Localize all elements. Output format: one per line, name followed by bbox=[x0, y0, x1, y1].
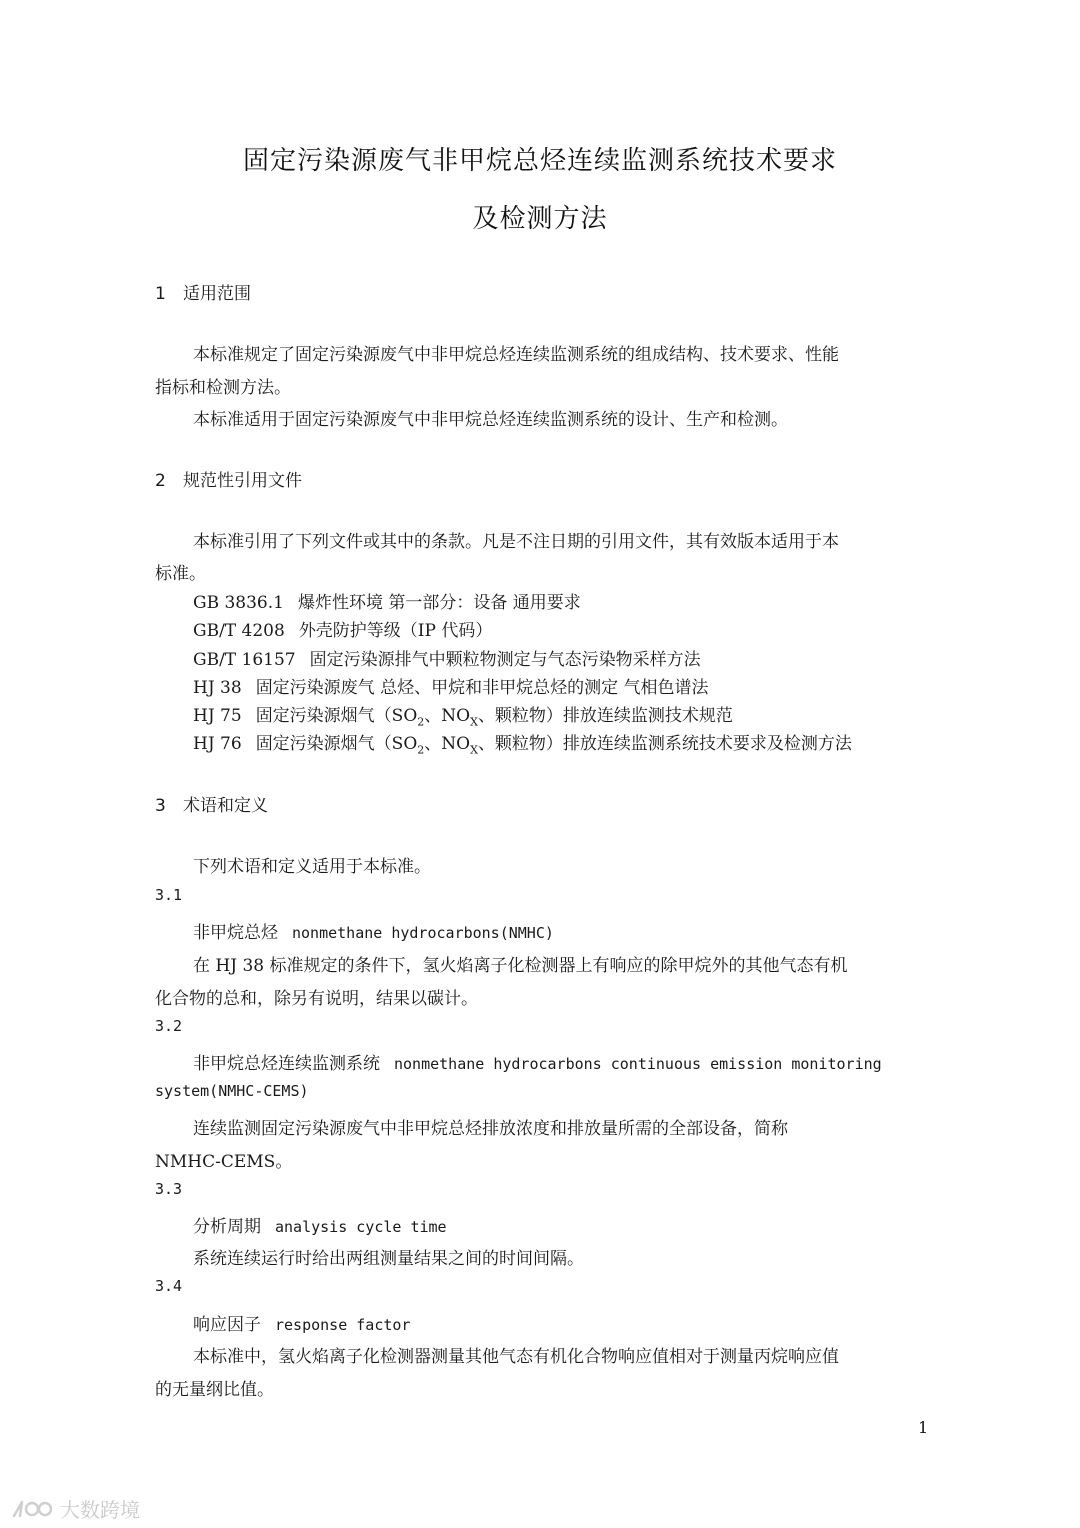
paragraph-line: 本标准引用了下列文件或其中的条款。凡是不注日期的引用文件，其有效版本适用于本 bbox=[193, 532, 839, 552]
reference-item bbox=[193, 729, 852, 756]
section-heading bbox=[155, 279, 251, 304]
section-heading bbox=[155, 466, 302, 491]
reference-title: 固定污染源烟气（$SO_2$、$NO_X$、颗粒物）排放连续监测系统技术要求及检测方法 bbox=[255, 734, 852, 757]
paragraph-line: 标准。 bbox=[155, 564, 206, 584]
term-zh: 分析周期 bbox=[193, 1217, 261, 1237]
term-zh: 非甲烷总烃 bbox=[193, 923, 278, 943]
term-number: 3.1 bbox=[155, 886, 183, 904]
reference-code: HJ 75 bbox=[193, 706, 242, 726]
term-zh: 响应因子 bbox=[193, 1315, 261, 1335]
reference-code: GB 3836.1 bbox=[193, 593, 284, 613]
definition-line: 本标准中，氢火焰离子化检测器测量其他气态有机化合物响应值相对于测量丙烷响应值 bbox=[193, 1347, 839, 1367]
definition-line: NMHC-CEMS。 bbox=[155, 1152, 293, 1172]
reference-title: 固定污染源废气 总烃、甲烷和非甲烷总烃的测定 气相色谱法 bbox=[255, 678, 709, 698]
term-en-continued: system(NMHC-CEMS) bbox=[155, 1082, 309, 1100]
paragraph-line: 本标准适用于固定污染源废气中非甲烷总烃连续监测系统的设计、生产和检测。 bbox=[193, 410, 788, 430]
reference-item bbox=[193, 645, 701, 670]
term-number: 3.2 bbox=[155, 1017, 183, 1035]
section-title: 术语和定义 bbox=[183, 796, 268, 816]
reference-item bbox=[193, 701, 733, 728]
term-heading bbox=[193, 1310, 410, 1335]
term-number: 3.3 bbox=[155, 1180, 183, 1198]
term-en: nonmethane hydrocarbons continuous emission monitoring bbox=[394, 1055, 882, 1073]
reference-title: 固定污染源烟气（$SO_2$、$NO_X$、颗粒物）排放连续监测技术规范 bbox=[255, 706, 733, 729]
term-heading bbox=[193, 1212, 447, 1237]
document-title-line1: 固定污染源废气非甲烷总烃连续监测系统技术要求 bbox=[242, 146, 837, 176]
reference-title: 外壳防护等级（IP 代码） bbox=[298, 621, 493, 641]
definition-line: 系统连续运行时给出两组测量结果之间的时间间隔。 bbox=[193, 1249, 584, 1269]
document-title-line2: 及检测方法 bbox=[472, 204, 608, 234]
term-zh: 非甲烷总烃连续监测系统 bbox=[193, 1054, 380, 1074]
section-number: 2 bbox=[155, 471, 166, 491]
reference-code: HJ 76 bbox=[193, 734, 242, 754]
paragraph-line: 指标和检测方法。 bbox=[155, 378, 291, 398]
definition-line: 连续监测固定污染源废气中非甲烷总烃排放浓度和排放量所需的全部设备，简称 bbox=[193, 1119, 788, 1139]
term-number: 3.4 bbox=[155, 1277, 183, 1295]
definition-line: 的无量纲比值。 bbox=[155, 1380, 274, 1400]
paragraph-line: 本标准规定了固定污染源废气中非甲烷总烃连续监测系统的组成结构、技术要求、性能 bbox=[193, 345, 839, 365]
term-en: nonmethane hydrocarbons(NMHC) bbox=[292, 924, 554, 942]
section-title: 规范性引用文件 bbox=[183, 471, 302, 491]
reference-item bbox=[193, 588, 581, 613]
reference-code: GB/T 16157 bbox=[193, 650, 296, 670]
page-number: 1 bbox=[918, 1418, 929, 1437]
definition-line: 在 HJ 38 标准规定的条件下，氢火焰离子化检测器上有响应的除甲烷外的其他气态有机 bbox=[193, 956, 848, 976]
term-en: response factor bbox=[275, 1316, 411, 1334]
term-en: analysis cycle time bbox=[275, 1218, 447, 1236]
section-number: 3 bbox=[155, 796, 166, 816]
reference-item bbox=[193, 616, 492, 641]
section-title: 适用范围 bbox=[183, 284, 251, 304]
term-heading bbox=[193, 1049, 882, 1074]
term-heading bbox=[193, 918, 554, 943]
reference-code: HJ 38 bbox=[193, 678, 242, 698]
paragraph-line: 下列术语和定义适用于本标准。 bbox=[193, 857, 431, 877]
definition-line: 化合物的总和，除另有说明，结果以碳计。 bbox=[155, 989, 478, 1009]
reference-title: 固定污染源排气中颗粒物测定与气态污染物采样方法 bbox=[309, 650, 701, 670]
reference-title: 爆炸性环境 第一部分：设备 通用要求 bbox=[297, 593, 581, 613]
section-number: 1 bbox=[155, 284, 166, 304]
section-heading bbox=[155, 791, 268, 816]
watermark-logo-icon bbox=[10, 1498, 54, 1520]
reference-code: GB/T 4208 bbox=[193, 621, 285, 641]
watermark bbox=[10, 1494, 140, 1523]
watermark-text: 大数跨境 bbox=[60, 1498, 140, 1522]
reference-item bbox=[193, 673, 709, 698]
